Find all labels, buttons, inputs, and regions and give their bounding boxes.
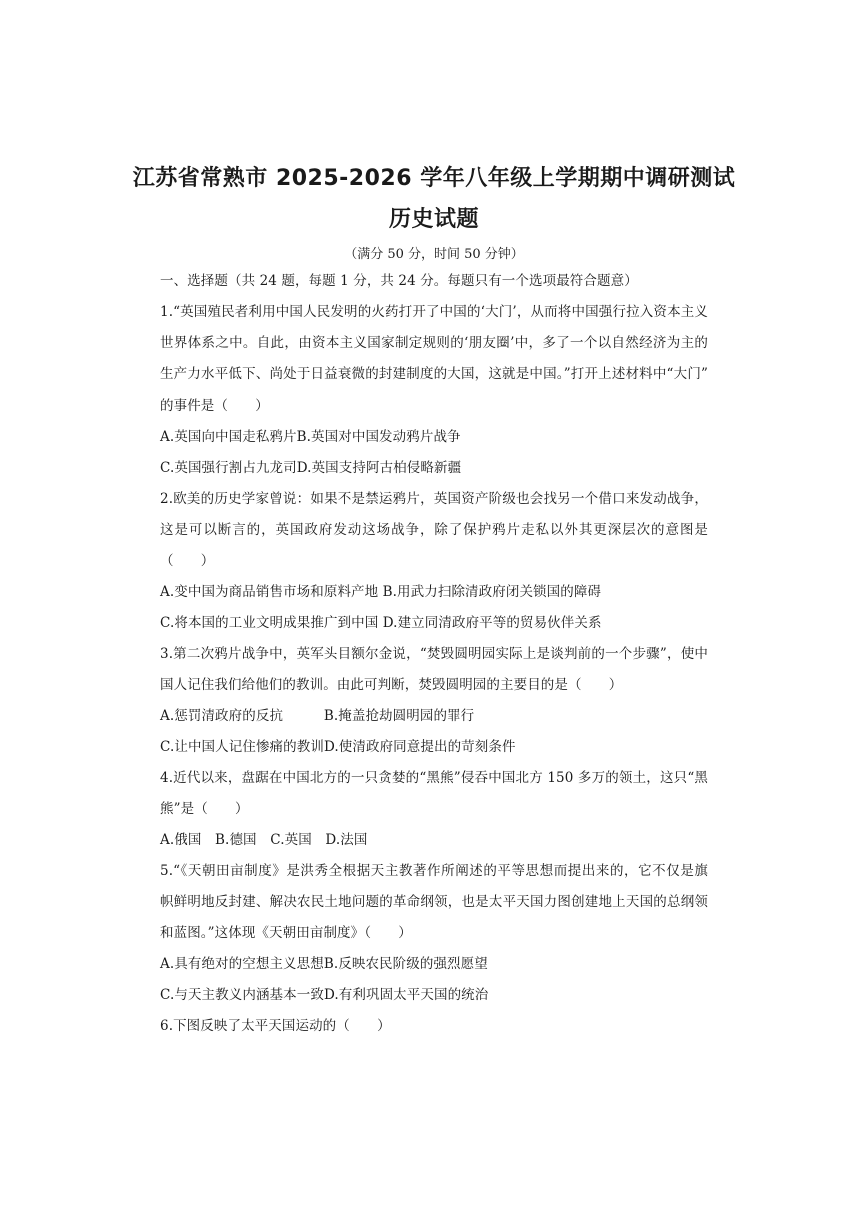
question-1-options-cd: C.英国强行割占九龙司D.英国支持阿古柏侵略新疆 xyxy=(160,460,462,476)
question-2-options-ab: A.变中国为商品销售市场和原料产地 B.用武力扫除清政府闭关锁国的障碍 xyxy=(160,584,602,600)
question-2-options-cd: C.将本国的工业文明成果推广到中国 D.建立同清政府平等的贸易伙伴关系 xyxy=(160,615,602,631)
question-2-line-1: 2.欧美的历史学家曾说：如果不是禁运鸦片，英国资产阶级也会找另一个借口来发动战争， xyxy=(160,491,708,507)
question-1-options-ab: A.英国向中国走私鸦片B.英国对中国发动鸦片战争 xyxy=(160,429,461,445)
question-2-line-3: （ ） xyxy=(160,553,215,569)
question-3-line-2: 国人记住我们给他们的教训。由此可判断，焚毁圆明园的主要目的是（ ） xyxy=(160,677,623,693)
exam-subject-title: 历史试题 xyxy=(388,207,479,232)
question-4-line-2: 熊”是（ ） xyxy=(160,801,249,817)
question-5-line-1: 5.“《天朝田亩制度》是洪秀全根据天主教著作所阐述的平等思想而提出来的，它不仅是旗 xyxy=(160,863,708,879)
question-5-line-2: 帜鲜明地反封建、解决农民土地问题的革命纲领，也是太平天国力图创建地上天国的总纲领 xyxy=(160,894,708,910)
question-5-options-ab: A.具有绝对的空想主义思想B.反映农民阶级的强烈愿望 xyxy=(160,956,488,972)
question-1-line-1: 1.“英国殖民者利用中国人民发明的火药打开了中国的‘大门’，从而将中国强行拉入资本主义 xyxy=(160,304,708,320)
question-5-options-cd: C.与天主教义内涵基本一致D.有利巩固太平天国的统治 xyxy=(160,987,489,1003)
question-5-line-3: 和蓝图。”这体现《天朝田亩制度》（ ） xyxy=(160,925,412,941)
question-4-line-1: 4.近代以来，盘踞在中国北方的一只贪婪的“黑熊”侵吞中国北方 150 多万的领土，这只“黑 xyxy=(160,770,708,786)
exam-title: 江苏省常熟市 2025-2026 学年八年级上学期期中调研测试 xyxy=(132,166,736,191)
question-3-options-cd: C.让中国人记住惨痛的教训D.使清政府同意提出的苛刻条件 xyxy=(160,739,516,755)
question-3-line-1: 3.第二次鸦片战争中，英军头目额尔金说，“焚毁圆明园实际上是谈判前的一个步骤”，使中 xyxy=(160,646,708,662)
question-2-line-2: 这是可以断言的，英国政府发动这场战争，除了保护鸦片走私以外其更深层次的意图是 xyxy=(160,522,708,538)
question-1-line-2: 世界体系之中。自此，由资本主义国家制定规则的‘朋友圈’中，多了一个以自然经济为主的 xyxy=(160,335,708,351)
question-4-options: A.俄国 B.德国 C.英国 D.法国 xyxy=(160,832,368,848)
question-3-options-ab: A.惩罚清政府的反抗 B.掩盖抢劫圆明园的罪行 xyxy=(160,708,475,724)
exam-score-time: （满分 50 分，时间 50 分钟） xyxy=(344,247,524,262)
question-6-line-1: 6.下图反映了太平天国运动的（ ） xyxy=(160,1018,391,1034)
section-heading: 一、选择题（共 24 题，每题 1 分，共 24 分。每题只有一个选项最符合题意） xyxy=(160,273,638,289)
question-1-line-4: 的事件是（ ） xyxy=(160,398,269,414)
question-1-line-3: 生产力水平低下、尚处于日益衰微的封建制度的大国，这就是中国。”打开上述材料中“大门” xyxy=(160,366,708,382)
